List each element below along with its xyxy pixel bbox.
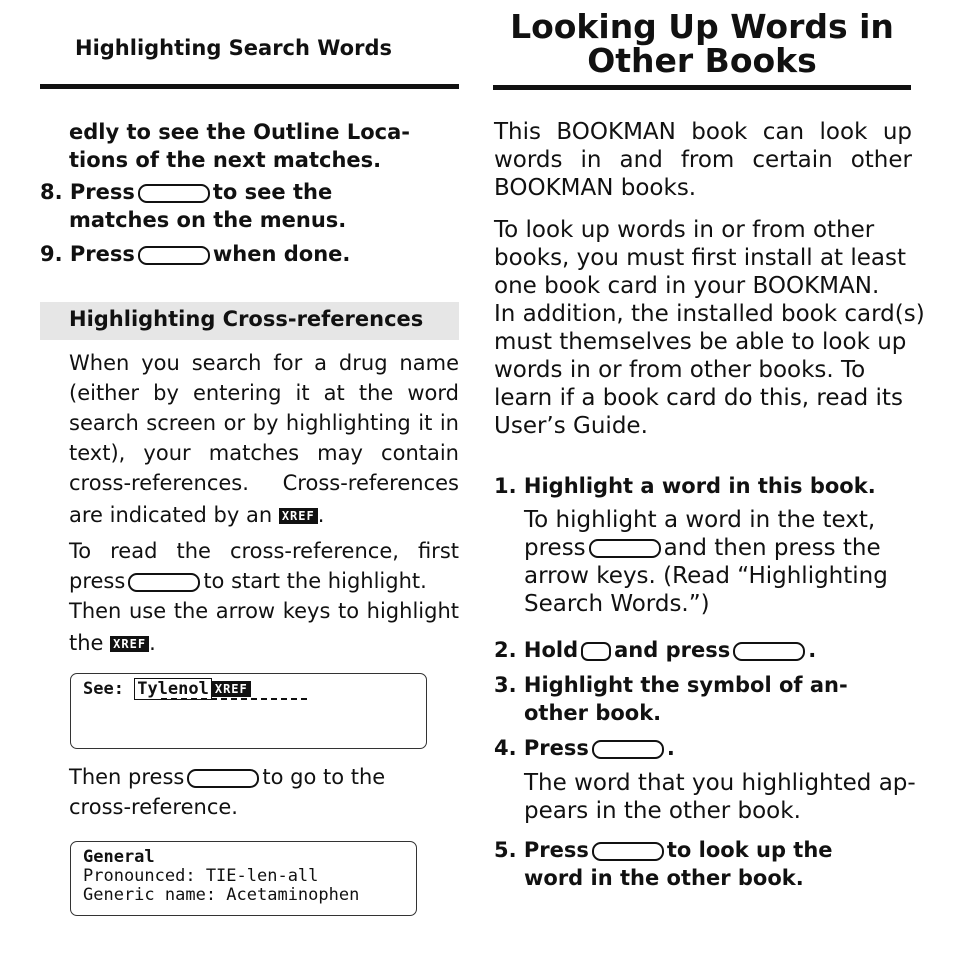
- para-line-text: Then press: [69, 765, 185, 789]
- para-line-text: press: [524, 535, 586, 561]
- para-line: The word that you highlighted ap-: [524, 770, 916, 796]
- step-9: [40, 240, 350, 268]
- para-line: learn if a book card do this, read its: [494, 385, 903, 411]
- key-icon: [733, 642, 805, 661]
- step-2: [494, 636, 816, 664]
- step-5-continued: word in the other book.: [524, 866, 804, 890]
- header-rule-left: [40, 84, 459, 89]
- step-4-details: [524, 769, 916, 825]
- then-press-paragraph: [69, 762, 385, 822]
- section-heading: Highlighting Cross-references: [69, 307, 424, 331]
- para-line: To read the cross-reference, first: [69, 539, 459, 563]
- para-line: In addition, the installed book card(s): [494, 301, 925, 327]
- continued-step-line-1: edly to see the Outline Loca-: [69, 120, 410, 144]
- step-2-text-c: .: [808, 638, 817, 662]
- screen-line: General: [83, 847, 155, 867]
- step-3-line-2: other book.: [524, 701, 662, 725]
- step-9-text-a: 9. Press: [40, 242, 135, 266]
- para-line: cross-references. Cross-references: [69, 471, 459, 495]
- page-title: [493, 7, 911, 80]
- running-head: Highlighting Search Words: [75, 36, 392, 60]
- para-line: BOOKMAN books.: [494, 175, 697, 201]
- para-line-text: and then press the: [663, 535, 881, 561]
- para-line: User’s Guide.: [494, 413, 648, 439]
- para-line: This BOOKMAN book can look up: [494, 119, 912, 145]
- key-icon: [187, 769, 259, 788]
- screen-highlighted-word: Tylenol: [134, 678, 212, 700]
- header-rule-right: [493, 85, 911, 90]
- step-8-text-b: to see the: [212, 180, 333, 204]
- para-line: the XREF .: [69, 631, 156, 655]
- key-icon: [592, 740, 664, 759]
- xref-icon: XREF: [110, 636, 149, 652]
- xref-icon: XREF: [279, 508, 318, 524]
- para-line-text: to go to the: [262, 765, 386, 789]
- screen-dashed-rule: [161, 698, 307, 700]
- para-line: When you search for a drug name: [69, 351, 459, 375]
- para-line: To highlight a word in the text,: [524, 507, 876, 533]
- screen-line: Generic name: Acetaminophen: [83, 885, 360, 905]
- step-5-text-b: to look up the: [666, 838, 833, 862]
- para-line: (either by entering it at the word: [69, 381, 459, 405]
- cross-ref-paragraph: [69, 348, 459, 532]
- para-line-text: are indicated by an: [69, 503, 273, 527]
- continued-step-line-2: tions of the next matches.: [69, 148, 382, 172]
- para-line: [69, 566, 459, 596]
- para-line: text), your matches may contain: [69, 441, 459, 465]
- para-line-text: the: [69, 631, 104, 655]
- para-line: search screen or by highlighting it in: [69, 411, 459, 435]
- read-xref-paragraph: [69, 536, 459, 660]
- page-title-line-1: Looking Up Words in: [510, 7, 894, 46]
- intro-paragraph: [494, 118, 912, 202]
- step-5: [494, 836, 833, 864]
- para-line: To look up words in or from other: [494, 217, 875, 243]
- para-line: Then use the arrow keys to highlight: [69, 599, 459, 623]
- step-4-text-b: .: [666, 736, 675, 760]
- requirements-paragraph: [494, 216, 925, 440]
- para-line: arrow keys. (Read “Highlighting: [524, 563, 888, 589]
- para-line-text: press: [69, 569, 126, 593]
- para-line: pears in the other book.: [524, 798, 801, 824]
- key-icon: [128, 573, 200, 592]
- para-line: cross-reference.: [69, 795, 238, 819]
- step-2-text-a: 2. Hold: [494, 638, 579, 662]
- step-5-text-a: 5. Press: [494, 838, 589, 862]
- para-line: [524, 534, 888, 562]
- key-icon: [138, 246, 210, 265]
- step-9-text-b: when done.: [212, 242, 351, 266]
- key-icon: [589, 539, 661, 558]
- step-8-text-a: 8. Press: [40, 180, 135, 204]
- para-line: words in and from certain other: [494, 147, 912, 173]
- step-1: 1. Highlight a word in this book.: [494, 474, 876, 498]
- para-line: books, you must first install at least: [494, 245, 907, 271]
- para-line: words in or from other books. To: [494, 357, 866, 383]
- step-8: [40, 178, 332, 206]
- key-icon: [581, 642, 611, 661]
- step-2-text-b: and press: [614, 638, 731, 662]
- para-line: must themselves be able to look up: [494, 329, 907, 355]
- screen-see-label: See:: [83, 679, 124, 699]
- xref-icon: XREF: [212, 681, 251, 697]
- para-line: Search Words.”): [524, 591, 710, 617]
- para-line-text: to start the highlight.: [203, 569, 427, 593]
- step-1-details: [524, 506, 888, 618]
- step-4: [494, 734, 675, 762]
- device-screen-general: [70, 841, 417, 916]
- step-8-continued: matches on the menus.: [69, 208, 347, 232]
- screen-line: Pronounced: TIE-len-all: [83, 866, 319, 886]
- para-line: [69, 762, 385, 792]
- step-4-text-a: 4. Press: [494, 736, 589, 760]
- para-line: one book card in your BOOKMAN.: [494, 273, 880, 299]
- key-icon: [592, 842, 664, 861]
- step-3-line-1: 3. Highlight the symbol of an-: [494, 673, 848, 697]
- para-line-last: are indicated by an XREF .: [69, 503, 325, 527]
- page-title-line-2: Other Books: [587, 41, 817, 80]
- section-heading-bar: [40, 302, 459, 340]
- key-icon: [138, 184, 210, 203]
- device-screen-see: [70, 673, 427, 749]
